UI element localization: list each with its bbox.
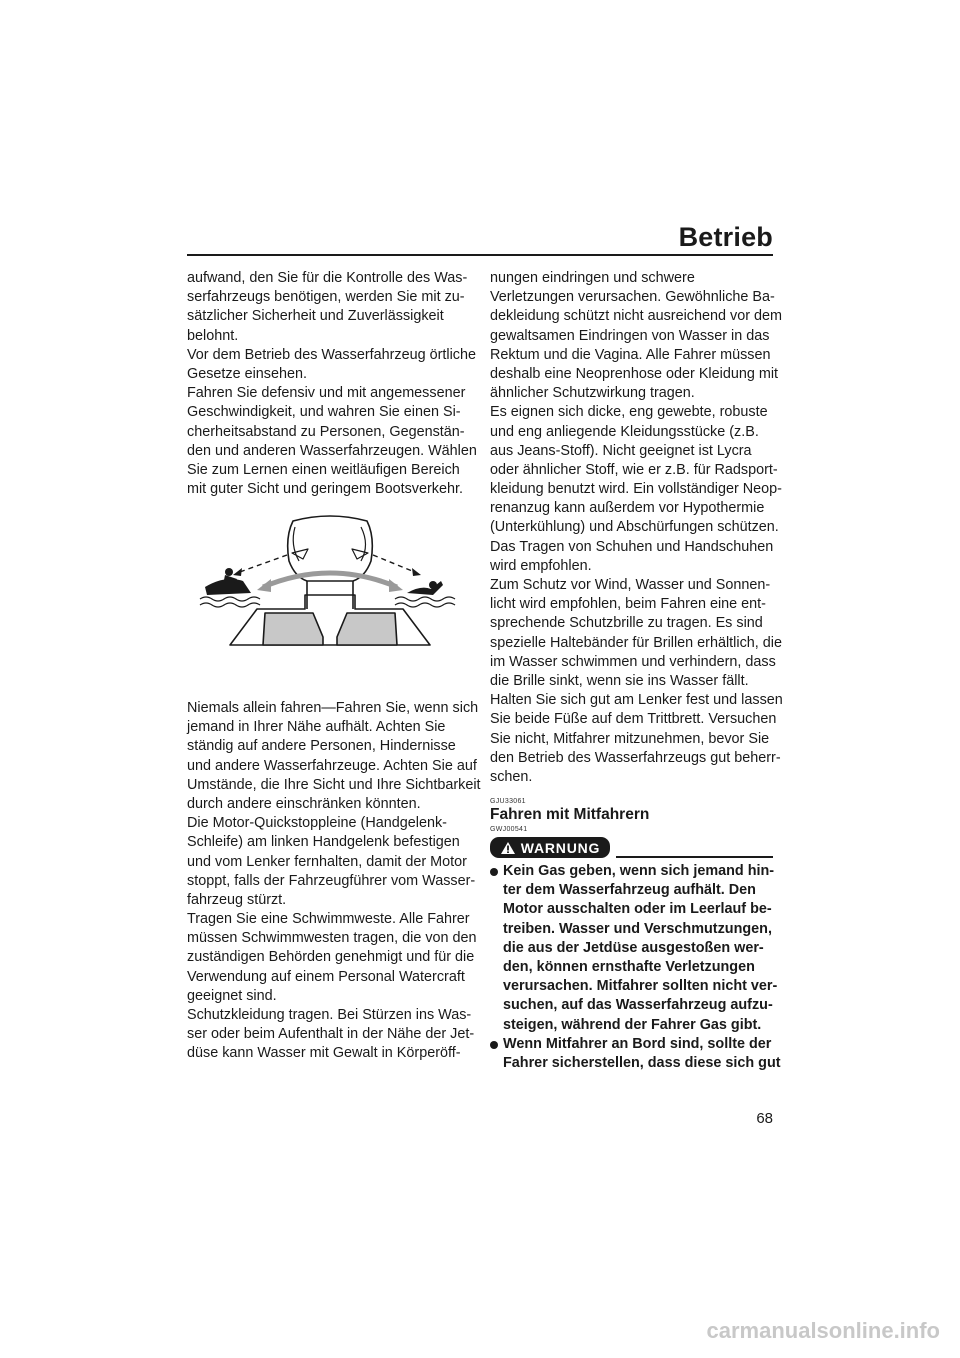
text-line: steigen, während der Fahrer Gas gibt. [503, 1016, 762, 1033]
text-line: treiben. Wasser und Verschmutzungen, [503, 920, 772, 937]
text-line: stoppt, falls der Fahrzeugführer vom Wasser- [187, 872, 476, 889]
text-line: Verwendung auf einem Personal Watercraft [187, 968, 465, 985]
section-reference-code: GJU33061 [490, 798, 526, 805]
text-line: Vor dem Betrieb des Wasserfahrzeug örtliche [187, 346, 477, 363]
text-line: Das Tragen von Schuhen und Handschuhen [490, 538, 774, 555]
watercraft-icon [205, 568, 251, 595]
right-column [490, 269, 783, 787]
text-line: jemand in Ihrer Nähe aufhält. Achten Sie [187, 719, 446, 736]
text-line: kleidung benutzt wird. Ein vollständiger Neop- [490, 481, 782, 498]
text-line: aus Jeans-Stoff). Nicht geeignet ist Lycra [490, 442, 752, 459]
text-line: dekleidung schützt nicht ausreichend vor dem [490, 308, 782, 325]
header-divider [187, 254, 773, 256]
text-line: Rektum und die Vagina. Alle Fahrer müssen [490, 346, 771, 363]
text-line: cherheitsabstand zu Personen, Gegenstän- [187, 423, 465, 440]
arrow-head-left [233, 568, 242, 576]
arrow-head-right [412, 568, 421, 576]
text-line: Geschwindigkeit, und wahren Sie einen Si- [187, 404, 461, 421]
text-line: geeignet sind. [187, 987, 277, 1004]
swimmer-icon [407, 581, 443, 595]
text-line: spezielle Haltebänder für Brillen erhältlich, die [490, 634, 782, 651]
text-line: Sie zum Lernen einen weitläufigen Bereich [187, 461, 460, 478]
text-line: deshalb eine Neoprenhose oder Kleidung mit [490, 365, 779, 382]
text-line: Niemals allein fahren—Fahren Sie, wenn sich [187, 700, 479, 716]
rider-left-shoulder [263, 613, 323, 645]
text-line: wird empfohlen. [490, 557, 592, 574]
text-line: und vom Lenker fernhalten, damit der Motor [187, 853, 467, 870]
bullet-dot-icon [490, 868, 498, 876]
warning-reference-code: GWJ00541 [490, 826, 528, 833]
text-line: licht wird empfohlen, beim Fahren eine ent- [490, 596, 766, 613]
warning-badge [490, 837, 610, 858]
text-line: suchen, auf das Wasserfahrzeug aufzu- [503, 997, 773, 1014]
text-line: fahrzeug stürzt. [187, 891, 287, 908]
warning-label: WARNUNG [520, 839, 601, 856]
text-line: die aus der Jetdüse ausgestoßen wer- [503, 939, 764, 956]
text-line: serfahrzeugs benötigen, werden Sie mit zu- [187, 289, 465, 306]
text-line: durch andere einschränken könnten. [187, 795, 421, 812]
section-heading: Fahren mit Mitfahrern [490, 806, 650, 823]
text-line: ähnlicher Schutzwirkung tragen. [490, 385, 695, 402]
text-line: im Wasser schwimmen und verhindern, dass [490, 653, 776, 670]
text-line: oder ähnlicher Stoff, wie er z.B. für Radsport- [490, 461, 778, 478]
text-line: renanzug kann außerdem vor Hypothermie [490, 500, 765, 517]
text-line: Fahrer sicherstellen, dass diese sich gut [503, 1054, 781, 1071]
text-line: (Unterkühlung) und Abschürfungen schützen. [490, 519, 779, 536]
text-line: Kein Gas geben, wenn sich jemand hin- [503, 863, 775, 879]
text-line: und andere Wasserfahrzeuge. Achten Sie auf [187, 757, 477, 774]
text-line: Sie nicht, Mitfahrer mitzunehmen, bevor Sie [490, 730, 770, 747]
sight-line-right [373, 555, 417, 573]
warning-triangle-icon [500, 841, 516, 855]
text-line: sprechende Schutzbrille zu tragen. Es sind [490, 615, 763, 632]
page-title: Betrieb [678, 222, 773, 252]
text-line: Zum Schutz vor Wind, Wasser und Sonnen- [490, 577, 771, 593]
left-column-bottom [187, 699, 481, 1064]
text-line: den, können ernsthafte Verletzungen [503, 958, 755, 975]
bullet-dot-icon [490, 1041, 498, 1049]
scan-arc-arrow-right [389, 579, 403, 592]
text-line: Umstände, die Ihre Sicht und Ihre Sichtbarkeit [187, 776, 481, 793]
text-line: zuständigen Behörden genehmigt und für die [187, 949, 475, 966]
text-line: Wenn Mitfahrer an Bord sind, sollte der [503, 1035, 772, 1052]
sight-line-left [237, 555, 287, 573]
text-line: Sie beide Füße auf dem Trittbrett. Versuchen [490, 711, 777, 728]
text-line: belohnt. [187, 327, 239, 344]
text-line: den und anderen Wasserfahrzeugen. Wählen [187, 442, 477, 459]
watermark: carmanualsonline.info [706, 1318, 940, 1343]
page-number: 68 [756, 1110, 773, 1127]
text-line: Schleife) am linken Handgelenk befestigen [187, 834, 460, 851]
text-line: Es eignen sich dicke, eng gewebte, robuste [490, 404, 768, 421]
text-line: Schutzkleidung tragen. Bei Stürzen ins Was- [187, 1007, 472, 1023]
text-line: Fahren Sie defensiv und mit angemessener [187, 385, 466, 402]
text-line: Verletzungen verursachen. Gewöhnliche Ba- [490, 289, 775, 306]
text-line: mit guter Sicht und geringem Bootsverkehr. [187, 481, 463, 498]
text-line: gewaltsamen Eindringen von Wasser in das [490, 327, 770, 344]
text-line: Motor ausschalten oder im Leerlauf be- [503, 901, 772, 918]
text-line: Die Motor-Quickstoppleine (Handgelenk- [187, 815, 447, 832]
rider-right-shoulder [337, 613, 397, 645]
list-item [490, 1035, 781, 1073]
text-line: aufwand, den Sie für die Kontrolle des Was- [187, 270, 468, 286]
warning-bullet-list [490, 862, 781, 1073]
text-line: ständig auf andere Personen, Hindernisse [187, 738, 456, 755]
text-line: verursachen. Mitfahrer sollten nicht ver- [503, 978, 778, 995]
text-line: Tragen Sie eine Schwimmweste. Alle Fahrer [187, 911, 470, 928]
left-column-top [187, 269, 477, 499]
text-line: ter dem Wasserfahrzeug aufhält. Den [503, 882, 756, 899]
text-line: Gesetze einsehen. [187, 365, 308, 382]
text-line: ser oder beim Aufenthalt in der Nähe der Jet- [187, 1026, 475, 1043]
text-line: müssen Schwimmwesten tragen, die von den [187, 930, 477, 947]
text-line: Halten Sie sich gut am Lenker fest und lassen [490, 692, 783, 709]
text-line: sätzlicher Sicherheit und Zuverlässigkeit [187, 308, 444, 325]
text-line: düse kann Wasser mit Gewalt in Körperöff- [187, 1045, 461, 1062]
text-line: die Brille sinkt, wenn sie ins Wasser fällt. [490, 672, 749, 689]
warning-divider [616, 856, 773, 858]
text-line: schen. [490, 768, 533, 785]
scan-arc-arrow-left [257, 579, 271, 592]
text-line: nungen eindringen und schwere [490, 270, 695, 286]
text-line: den Betrieb des Wasserfahrzeugs gut beherr- [490, 749, 781, 766]
list-item [490, 862, 778, 1035]
rider-visibility-illustration [195, 515, 465, 650]
text-line: und eng anliegende Kleidungsstücke (z.B. [490, 423, 759, 440]
